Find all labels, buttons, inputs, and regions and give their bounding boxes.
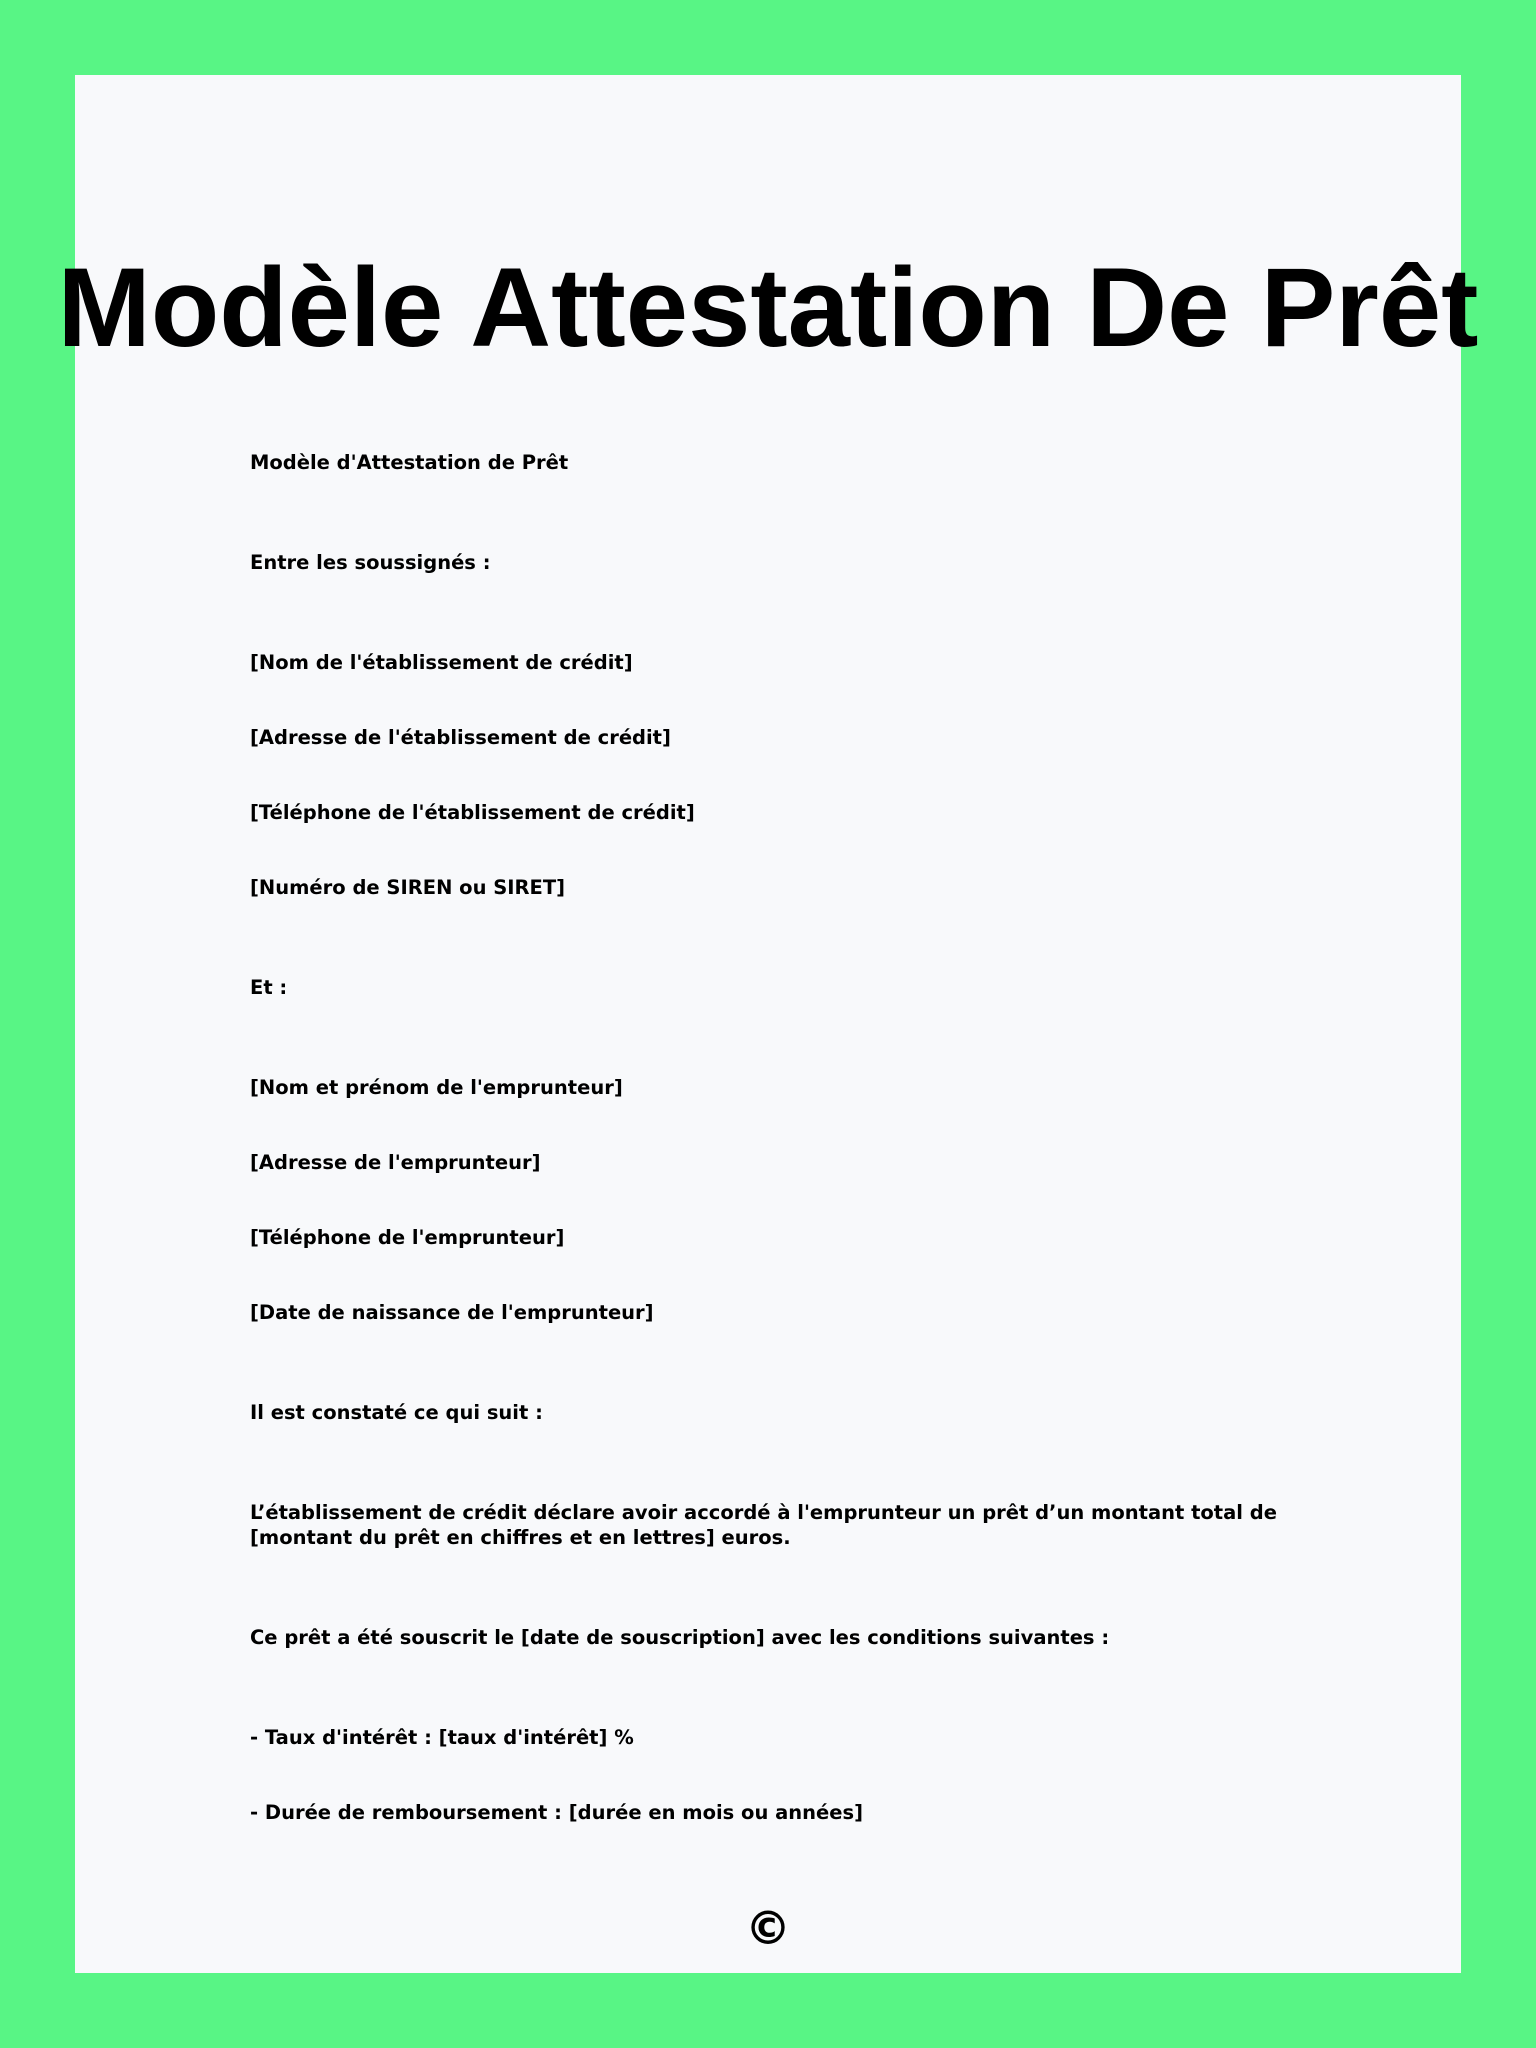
lender-phone: [Téléphone de l'établissement de crédit] [250, 801, 695, 824]
borrower-birthdate: [Date de naissance de l'emprunteur] [250, 1301, 654, 1324]
borrower-address: [Adresse de l'emprunteur] [250, 1151, 541, 1174]
declaration-paragraph: L’établissement de crédit déclare avoir accordé à l'emprunteur un prêt d’un montant total de [montant du prêt en chiffres et en lettres] euros. [250, 1501, 1277, 1549]
copyright-icon: © [745, 1901, 791, 1955]
lender-address: [Adresse de l'établissement de crédit] [250, 726, 671, 749]
lender-siren: [Numéro de SIREN ou SIRET] [250, 876, 566, 899]
intro-line: Entre les soussignés : [250, 551, 491, 574]
borrower-phone: [Téléphone de l'emprunteur] [250, 1226, 565, 1249]
document-title: Modèle Attestation De Prêt [57, 245, 1479, 370]
borrower-name: [Nom et prénom de l'emprunteur] [250, 1076, 623, 1099]
condition-interest-rate: - Taux d'intérêt : [taux d'intérêt] % [250, 1726, 634, 1749]
document-heading: Modèle d'Attestation de Prêt [250, 451, 569, 474]
statement-line: Il est constaté ce qui suit : [250, 1401, 543, 1424]
lender-name: [Nom de l'établissement de crédit] [250, 651, 633, 674]
and-line: Et : [250, 976, 288, 999]
condition-duration: - Durée de remboursement : [durée en mois ou années] [250, 1801, 864, 1824]
conditions-intro: Ce prêt a été souscrit le [date de souscription] avec les conditions suivantes : [250, 1626, 1110, 1649]
